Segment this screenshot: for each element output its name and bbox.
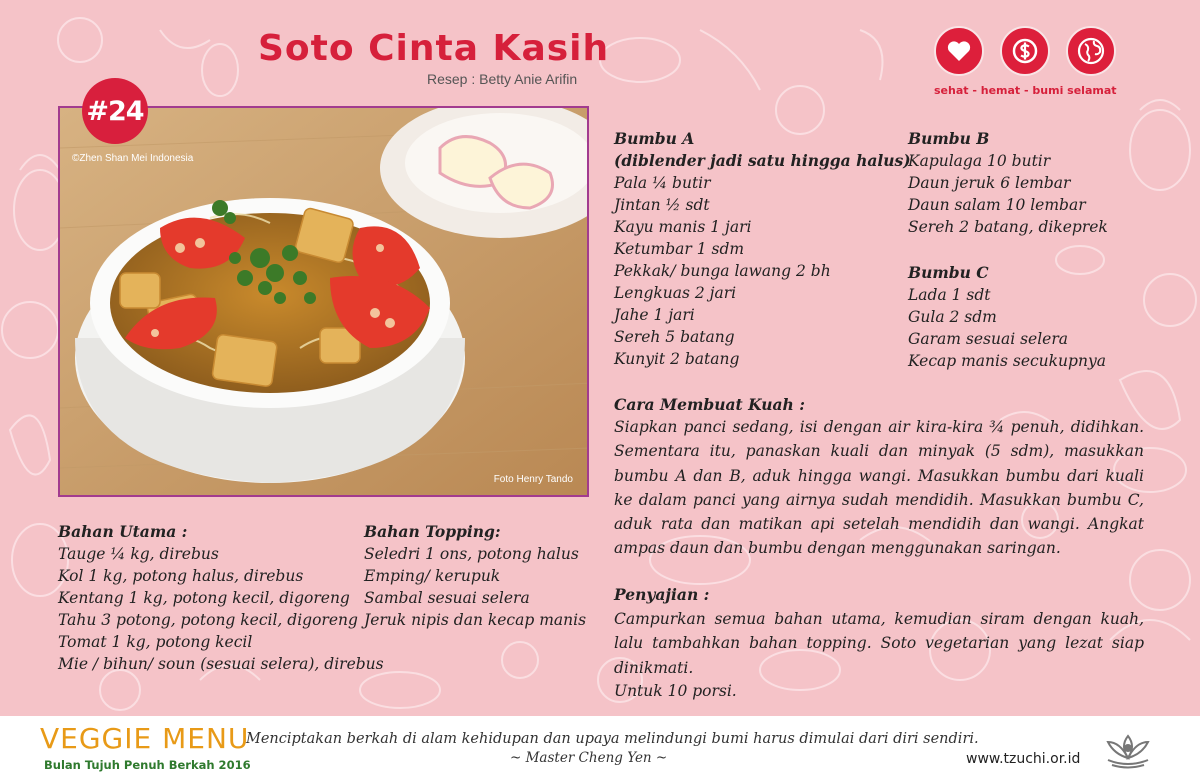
list-item: Pala ¼ butir (614, 174, 711, 192)
veggie-menu-subtitle: Bulan Tujuh Penuh Berkah 2016 (44, 758, 251, 772)
recipe-credit: Resep : Betty Anie Arifin (427, 71, 578, 87)
list-item: Kayu manis 1 jari (614, 218, 752, 236)
list-item: Tahu 3 potong, potong kecil, digoreng (58, 611, 358, 629)
list-item: Emping/ kerupuk (364, 567, 501, 585)
tagline: sehat - hemat - bumi selamat (934, 84, 1117, 97)
bumbu-c-list (908, 284, 1106, 372)
cara-text: Siapkan panci sedang, isi dengan air kira-kira ¾ penuh, didihkan. Sementara itu, panaskan kuali dan minyak (5 sdm), masukkan bumbu A dan B, aduk hingga wangi. Masukkan bumbu dari kuali ke dalam panci yang airnya sudah mendidih. Masukkan bumbu C, aduk rata dan matikan api setelah mendidih dan wangi. Angkat ampas daun dan bumbu dengan menggunakan saringan. (614, 418, 1144, 558)
list-item: Seledri 1 ons, potong halus (364, 545, 579, 563)
list-item: Lada 1 sdt (908, 286, 991, 304)
value-icons (934, 26, 1116, 76)
list-item: Kunyit 2 batang (614, 350, 740, 368)
list-item: Kapulaga 10 butir (908, 152, 1051, 170)
list-item: Pekkak/ bunga lawang 2 bh (614, 262, 831, 280)
list-item: Sereh 5 batang (614, 328, 735, 346)
bumbu-c-heading: Bumbu C (908, 263, 989, 282)
list-item: Sambal sesuai selera (364, 589, 530, 607)
website-link[interactable]: www.tzuchi.or.id (966, 751, 1081, 767)
list-item: Kol 1 kg, potong halus, direbus (58, 567, 304, 585)
bumbu-a-heading: Bumbu A (614, 129, 695, 148)
bahan-topping-list (364, 543, 586, 631)
penyajian-text: Campurkan semua bahan utama, kemudian siram dengan kuah, lalu tambahkan bahan topping. Soto vegetarian yang lezat siap dinikmati. (614, 610, 1144, 677)
photo-credit: Foto Henry Tando (493, 474, 573, 485)
cara-heading: Cara Membuat Kuah : (614, 395, 805, 414)
bahan-utama-heading: Bahan Utama : (58, 522, 188, 541)
list-item: Kentang 1 kg, potong kecil, digoreng (58, 589, 350, 607)
list-item: Tauge ¼ kg, direbus (58, 545, 219, 563)
list-item: Jahe 1 jari (614, 306, 695, 324)
bumbu-b-list (908, 150, 1108, 238)
bahan-utama-list (58, 543, 384, 675)
list-item: Garam sesuai selera (908, 330, 1068, 348)
penyajian-heading: Penyajian : (614, 585, 710, 604)
recipe-number-badge: #24 (82, 78, 148, 144)
list-item: Kecap manis secukupnya (908, 352, 1106, 370)
soup-photo (58, 106, 589, 497)
footer-quote: Menciptakan berkah di alam kehidupan dan upaya melindungi bumi harus dimulai dari diri sendiri. (246, 731, 979, 747)
list-item: Daun jeruk 6 lembar (908, 174, 1071, 192)
list-item: Jeruk nipis dan kecap manis (364, 611, 587, 629)
list-item: Jintan ½ sdt (614, 196, 710, 214)
list-item: Tomat 1 kg, potong kecil (58, 633, 253, 651)
veggie-menu-brand: VEGGIE MENU (40, 722, 250, 755)
portion-note: Untuk 10 porsi. (614, 682, 737, 700)
list-item: Ketumbar 1 sdm (614, 240, 745, 258)
dollar-icon (1000, 26, 1050, 76)
photo-copyright: ©Zhen Shan Mei Indonesia (72, 153, 194, 164)
quote-author: ~ Master Cheng Yen ~ (510, 750, 668, 766)
list-item: Gula 2 sdm (908, 308, 997, 326)
bahan-topping-heading: Bahan Topping: (364, 522, 501, 541)
list-item: Sereh 2 batang, dikeprek (908, 218, 1108, 236)
bumbu-b-heading: Bumbu B (908, 129, 990, 148)
globe-icon (1066, 26, 1116, 76)
bumbu-a-list (614, 172, 831, 370)
recipe-title: Soto Cinta Kasih (258, 28, 610, 69)
list-item: Mie / bihun/ soun (sesuai selera), direbus (58, 655, 384, 673)
heart-icon (934, 26, 984, 76)
bumbu-a-subheading: (diblender jadi satu hingga halus) (614, 151, 911, 170)
tzu-chi-lotus-logo-icon (1102, 730, 1154, 770)
list-item: Lengkuas 2 jari (614, 284, 737, 302)
list-item: Daun salam 10 lembar (908, 196, 1086, 214)
